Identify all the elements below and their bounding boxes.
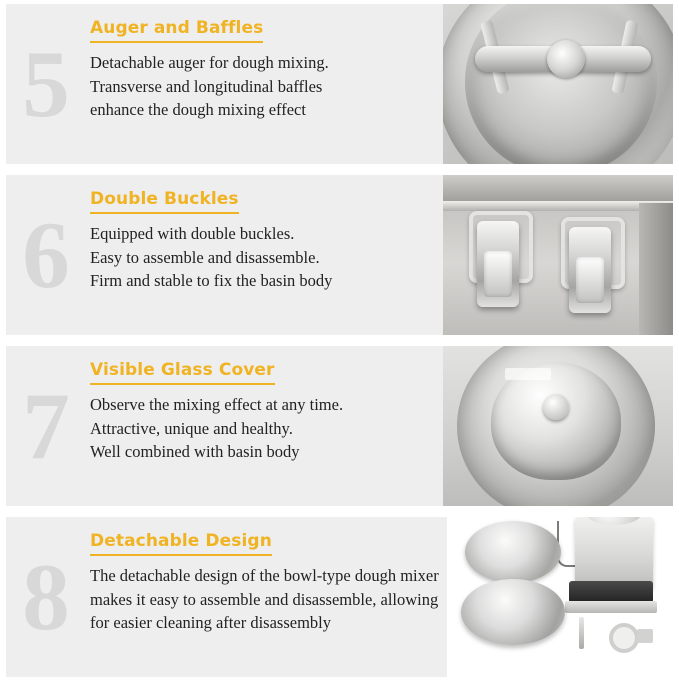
mixer-machine-shape [575, 517, 653, 589]
feature-text-block [86, 4, 443, 164]
control-panel-shape [569, 581, 653, 603]
feature-description [90, 393, 435, 464]
feature-description [90, 222, 435, 293]
auger-rod-shape [579, 617, 584, 649]
feature-number: 7 [22, 372, 70, 479]
basin-top-shape [443, 175, 673, 203]
auger-and-baffles-photo [443, 4, 673, 164]
feature-description-line: for easier cleaning after disassembly [90, 613, 331, 633]
feature-description-line: The detachable design of the bowl-type dough mixer [90, 566, 439, 585]
feature-description-line: Attractive, unique and healthy. [90, 418, 293, 438]
visible-glass-cover-photo [443, 346, 673, 506]
auger-hub-shape [547, 40, 585, 78]
feature-number: 8 [22, 543, 70, 650]
feature-title: Detachable Design [90, 531, 272, 556]
machine-base-shape [565, 601, 657, 613]
feature-text-block [86, 346, 443, 506]
feature-text-block [86, 517, 447, 677]
feature-title: Auger and Baffles [90, 18, 263, 43]
feature-row [6, 517, 673, 677]
detached-bowl-upper-shape [465, 521, 561, 583]
washer-part-shape [609, 623, 639, 653]
detached-bowl-lower-shape [461, 579, 565, 645]
feature-row [6, 346, 673, 506]
feature-text-block [86, 175, 443, 335]
feature-description-line: Observe the mixing effect at any time. [90, 395, 344, 414]
buckle-right-shape [569, 227, 611, 313]
feature-number: 6 [22, 201, 70, 308]
feature-row [6, 4, 673, 164]
cover-knob-shape [543, 394, 569, 420]
basin-side-shape [639, 203, 673, 335]
feature-description [90, 51, 435, 122]
cover-label-shape [505, 368, 551, 380]
feature-description-line: Easy to assemble and disassemble. [90, 247, 320, 267]
nut-part-shape [637, 629, 653, 643]
feature-description-line: Detachable auger for dough mixing. [90, 53, 329, 72]
feature-description-line: Well combined with basin body [90, 442, 300, 462]
feature-description [90, 564, 439, 635]
feature-description-line: makes it easy to assemble and disassemble, allowing [90, 589, 439, 609]
feature-title: Double Buckles [90, 189, 239, 214]
detachable-design-photo [447, 517, 673, 677]
feature-description-line: Firm and stable to fix the basin body [90, 271, 333, 291]
buckle-left-shape [477, 221, 519, 307]
feature-title: Visible Glass Cover [90, 360, 275, 385]
double-buckles-photo [443, 175, 673, 335]
feature-description-line: Transverse and longitudinal baffles [90, 76, 323, 96]
feature-number: 5 [22, 30, 70, 137]
feature-description-line: enhance the dough mixing effect [90, 100, 306, 120]
feature-row [6, 175, 673, 335]
feature-description-line: Equipped with double buckles. [90, 224, 295, 243]
